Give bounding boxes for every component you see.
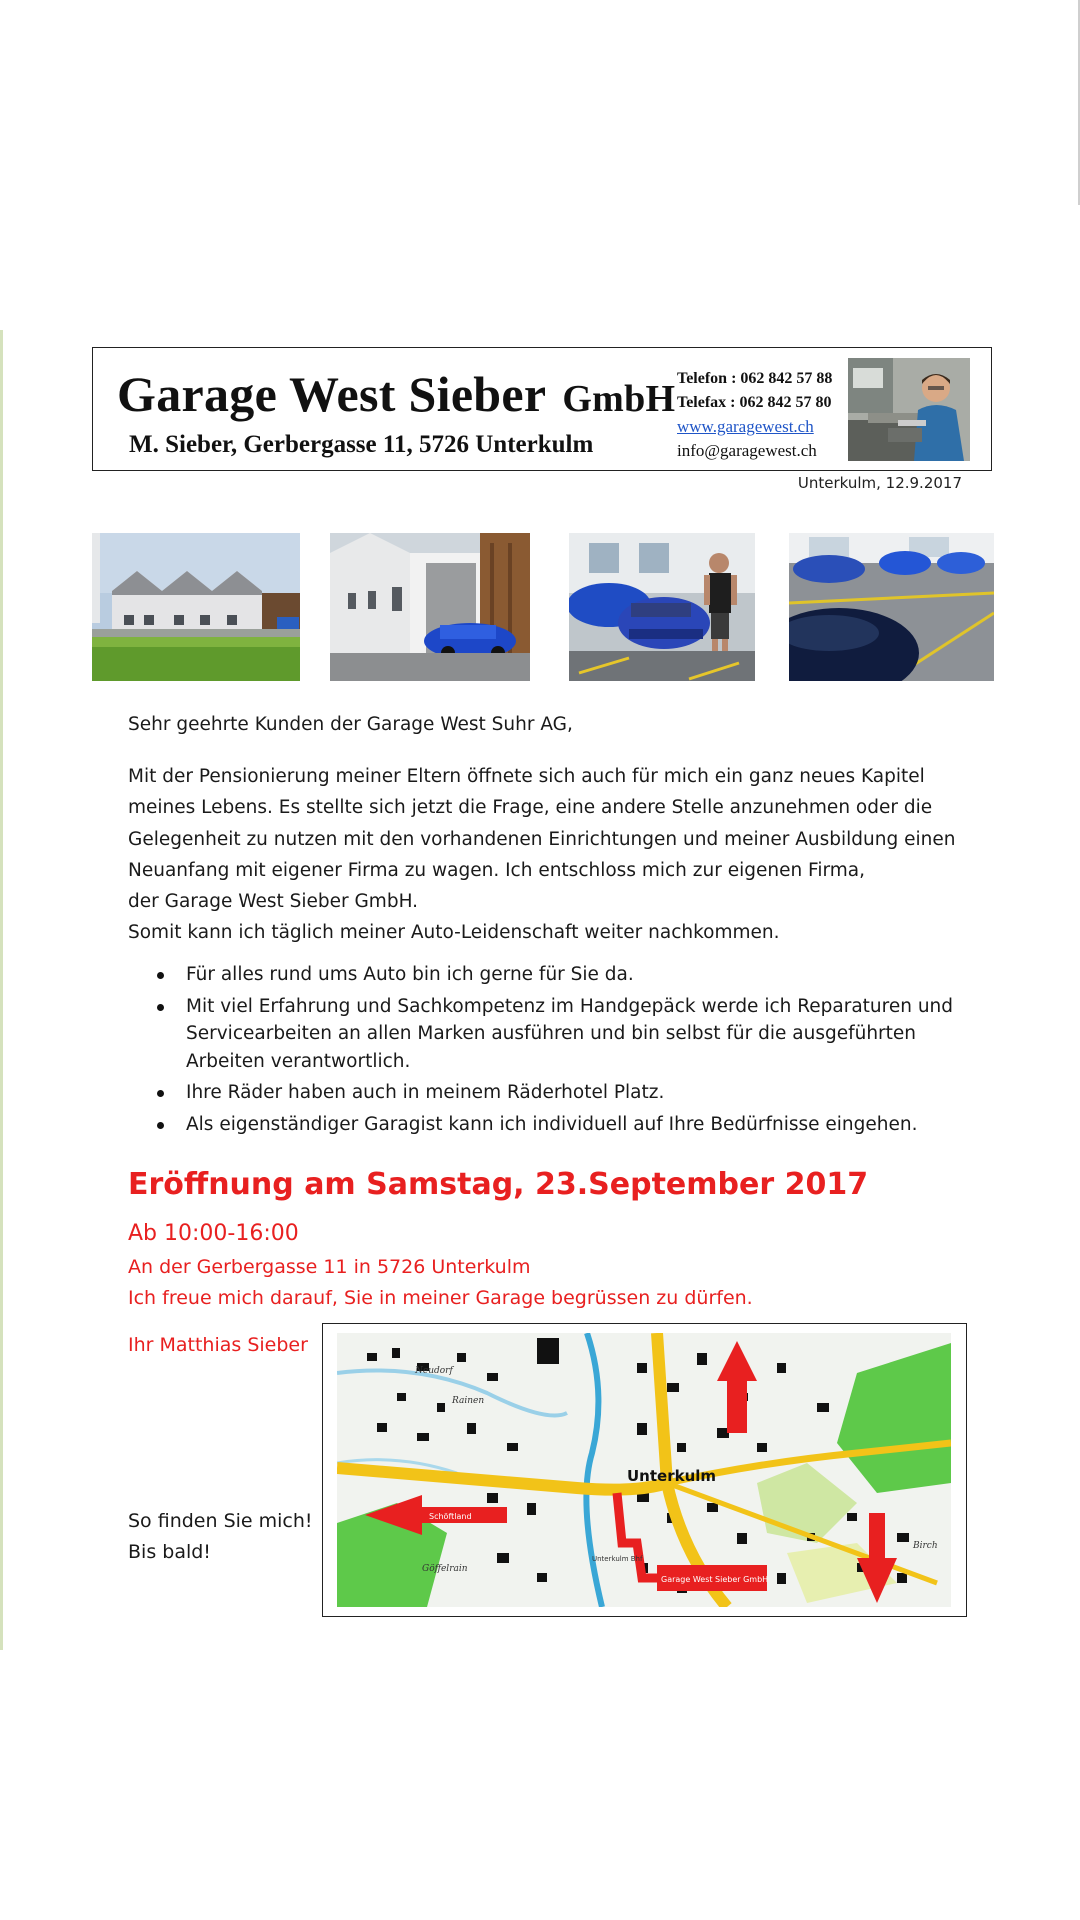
list-item <box>157 993 957 1076</box>
map-place-label: Birch <box>913 1541 938 1551</box>
bullet-icon <box>157 972 164 979</box>
map-west-label: Schöftland <box>429 1512 472 1521</box>
list-item <box>157 961 957 989</box>
map-place-label: Göffelrain <box>422 1564 468 1574</box>
location-map <box>337 1333 951 1607</box>
paragraph-line: Gelegenheit zu nutzen mit den vorhandenen Einrichtungen und meiner Ausbildung einen <box>128 828 956 850</box>
map-town-label: Unterkulm <box>627 1467 717 1485</box>
photo-garage-building <box>92 533 300 681</box>
photo-owner-with-cars <box>569 533 755 681</box>
signature: Ihr Matthias Sieber <box>128 1334 308 1356</box>
paragraph-line: Mit der Pensionierung meiner Eltern öffnete sich auch für mich ein ganz neues Kapitel <box>128 766 925 787</box>
company-address: M. Sieber, Gerbergasse 11, 5726 Unterkulm <box>129 431 594 458</box>
opening-hours: Ab 10:00-16:00 <box>128 1221 299 1246</box>
list-item-text: Als eigenständiger Garagist kann ich individuell auf Ihre Bedürfnisse eingehen. <box>186 1113 918 1135</box>
service-bullet-list <box>157 961 957 1142</box>
list-item-text: Ihre Räder haben auch in meinem Räderhotel Platz. <box>186 1082 665 1103</box>
company-name-text: Garage West Sieber <box>117 366 546 422</box>
bullet-icon <box>157 1090 164 1097</box>
paragraph-line: Neuanfang mit eigener Firma zu wagen. Ich entschloss mich zur eigenen Firma, <box>128 859 866 881</box>
paragraph-line: der Garage West Sieber GmbH. <box>128 891 419 913</box>
list-item-text: Für alles rund ums Auto bin ich gerne für Sie da. <box>186 964 634 985</box>
list-item <box>157 1079 957 1107</box>
map-place-label: Rainen <box>452 1396 485 1406</box>
letter-paragraph <box>128 761 988 949</box>
website-link[interactable]: www.garagewest.ch <box>677 417 814 436</box>
opening-address: An der Gerbergasse 11 in 5726 Unterkulm <box>128 1256 531 1278</box>
bullet-icon <box>157 1004 164 1011</box>
paragraph-line: Somit kann ich täglich meiner Auto-Leidenschaft weiter nachkommen. <box>128 922 780 944</box>
list-item-text: Arbeiten verantwortlich. <box>186 1050 411 1072</box>
letter-greeting: Sehr geehrte Kunden der Garage West Suhr AG, <box>128 714 573 735</box>
contact-block <box>677 367 832 463</box>
paragraph-line: meines Lebens. Es stellte sich jetzt die Frage, eine andere Stelle anzunehmen oder die <box>128 797 933 819</box>
directions-line: Bis bald! <box>128 1541 211 1563</box>
opening-heading: Eröffnung am Samstag, 23.September 2017 <box>128 1167 869 1202</box>
opening-invite: Ich freue mich darauf, Sie in meiner Garage begrüssen zu dürfen. <box>128 1287 753 1309</box>
bullet-icon <box>157 1122 164 1129</box>
email-address: info@garagewest.ch <box>677 441 817 460</box>
map-garage-label: Garage West Sieber GmbH <box>661 1575 769 1584</box>
directions-line: So finden Sie mich! <box>128 1510 313 1532</box>
map-place-label: Unterkulm Bhf <box>592 1555 643 1563</box>
page-edge-left <box>0 330 3 1650</box>
owner-portrait-photo <box>848 358 970 461</box>
location-map-frame <box>322 1323 967 1617</box>
fax-number: Telefax : 062 842 57 80 <box>677 394 832 411</box>
list-item-text: Servicearbeiten an allen Marken ausführen und bin selbst für die ausgeführten <box>186 1023 917 1044</box>
list-item-text: Mit viel Erfahrung und Sachkompetenz im Handgepäck werde ich Reparaturen und <box>186 995 954 1017</box>
photo-garage-entrance <box>330 533 530 681</box>
letter-date: Unterkulm, 12.9.2017 <box>797 474 962 492</box>
list-item <box>157 1111 957 1139</box>
company-name <box>117 364 675 429</box>
photo-parked-cars <box>789 533 994 681</box>
phone-number: Telefon : 062 842 57 88 <box>677 370 833 387</box>
map-place-label: Neudorf <box>415 1366 453 1376</box>
directions-text <box>128 1506 313 1568</box>
letterhead <box>92 347 992 471</box>
company-suffix: GmbH <box>562 378 676 420</box>
